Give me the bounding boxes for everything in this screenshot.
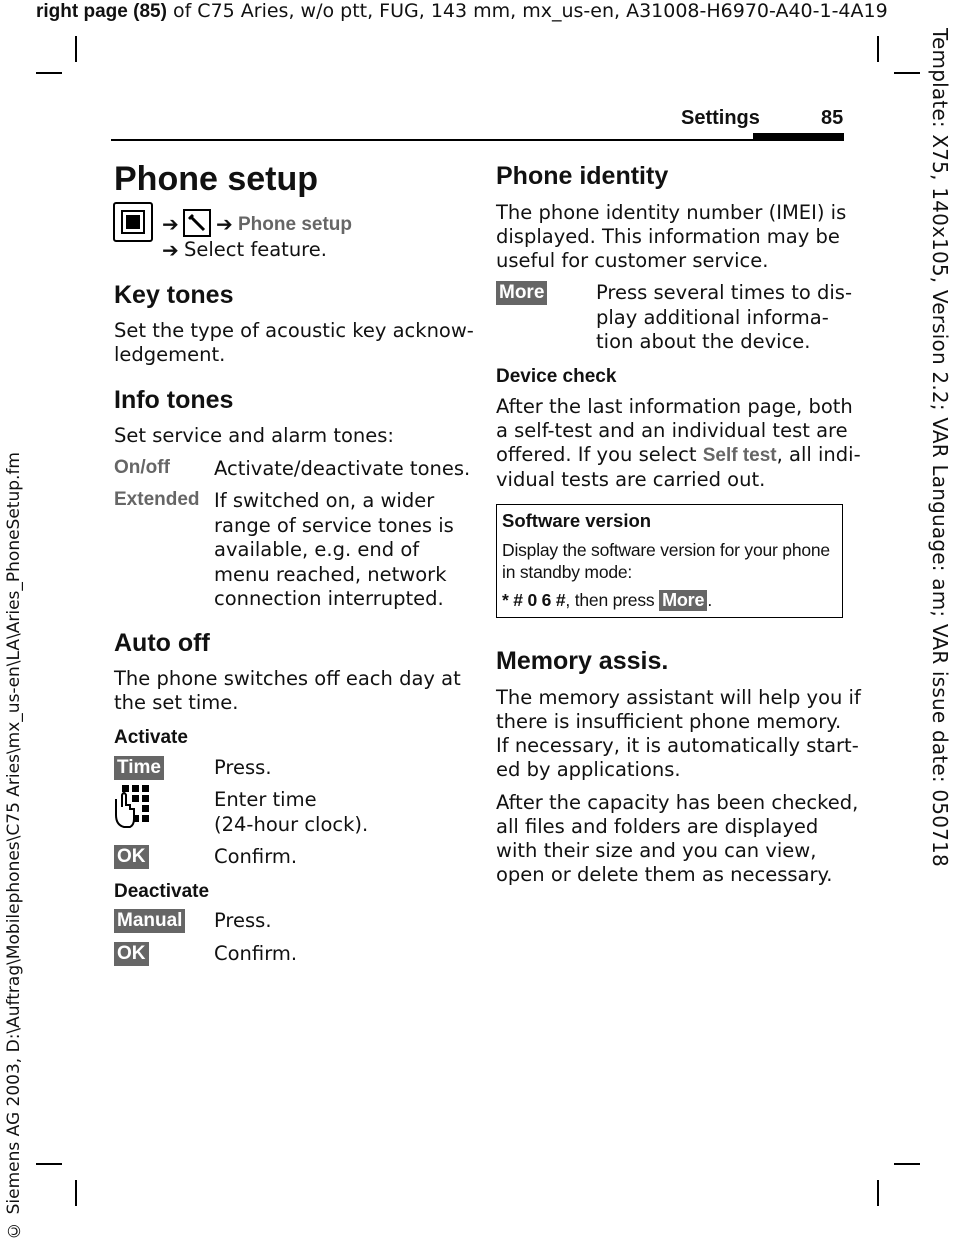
confirm-text: Confirm. (214, 845, 298, 868)
ok-key-label: OK (114, 845, 149, 869)
extended-definition (214, 489, 454, 612)
device-check-line (496, 443, 861, 468)
file-path-vertical (0, 452, 30, 1240)
time-softkey (114, 756, 164, 780)
more-key-label: More (496, 281, 547, 305)
memory-line: The memory assistant will help you if (496, 686, 861, 709)
arrow-icon: ➔ (162, 212, 179, 236)
template-info-vertical (924, 28, 954, 867)
memory-line: ed by applications. (496, 758, 681, 781)
menu-key-icon (113, 202, 153, 242)
device-check-line: a self-test and an individual test are (496, 419, 848, 442)
info-tones-intro: Set service and alarm tones: (114, 424, 394, 447)
arrow-icon: ➔ (216, 212, 233, 236)
deactivate-subheading: Deactivate (114, 881, 210, 902)
ok-softkey (114, 845, 149, 869)
crop-mark (894, 1163, 920, 1165)
more-line: Press several times to dis- (596, 281, 852, 304)
manual-softkey (114, 909, 185, 933)
crop-mark (36, 72, 62, 74)
header-rule (111, 139, 844, 141)
software-version-box (496, 504, 843, 618)
device-check-line: After the last information page, both (496, 395, 853, 418)
time-press-text: Press. (214, 756, 272, 779)
memory-line: all files and folders are displayed (496, 815, 819, 838)
device-check-text-part: offered. If you select (496, 443, 703, 466)
memory-line: open or delete them as necessary. (496, 863, 833, 886)
auto-off-heading: Auto off (114, 629, 210, 657)
print-info-bold: right page (85) (36, 1, 167, 22)
page-number: 85 (821, 107, 844, 129)
extended-line: If switched on, a wider (214, 489, 435, 512)
device-check-text-part: , all indi- (776, 443, 861, 466)
template-info-text: Template: X75, 140x105, Version 2.2; VAR Language: am; VAR issue date: 050718 (928, 28, 952, 867)
enter-time-line: (24-hour clock). (214, 812, 369, 836)
arrow-icon: ➔ (162, 238, 179, 262)
on-off-definition: Activate/deactivate tones. (214, 457, 471, 480)
keypad-entry-icon (114, 785, 156, 831)
print-info-text: of C75 Aries, w/o ptt, FUG, 143 mm, mx_us-en, A31008-H6970-A40-1-4A19 (166, 0, 888, 22)
crop-mark (894, 72, 920, 74)
memory-line: there is insufficient phone memory. (496, 710, 842, 733)
more-line: tion about the device. (596, 330, 811, 353)
manual-press-text: Press. (214, 909, 272, 932)
extended-line: menu reached, network (214, 562, 447, 586)
file-path-text: © Siemens AG 2003, D:\Auftrag\Mobilephones\C75 Aries\mx_us-en\LA\Aries_PhoneSetup.fm (4, 452, 24, 1240)
device-check-line: vidual tests are carried out. (496, 468, 766, 491)
key-tones-heading: Key tones (114, 281, 234, 309)
more-line: play additional informa- (596, 305, 829, 329)
memory-assis-para-1 (496, 686, 861, 782)
device-check-text (496, 395, 861, 492)
auto-off-text-2: the set time. (114, 691, 239, 714)
memory-assis-para-2 (496, 791, 858, 887)
extended-term: Extended (114, 489, 200, 510)
memory-line: with their size and you can view, (496, 839, 817, 862)
version-code: * # 0 6 # (502, 590, 566, 610)
crop-mark (877, 36, 879, 62)
software-version-line: in standby mode: (502, 562, 633, 582)
phone-identity-line: useful for customer service. (496, 249, 769, 272)
more-definition (596, 281, 852, 355)
page-title: Phone setup (114, 160, 319, 198)
ok-softkey-2 (114, 942, 149, 966)
memory-line: After the capacity has been checked, (496, 791, 859, 814)
more-key-label: More (659, 590, 707, 611)
time-key-label: Time (114, 756, 164, 780)
key-tones-text-1: Set the type of acoustic key acknow- (114, 319, 474, 342)
activate-subheading: Activate (114, 727, 188, 748)
crop-mark (75, 1180, 77, 1206)
header-tab-bar (753, 133, 844, 141)
extended-line: range of service tones is (214, 513, 454, 537)
manual-key-label: Manual (114, 909, 185, 933)
running-header-section: Settings (681, 107, 760, 129)
nav-select-feature: Select feature. (184, 238, 327, 261)
enter-time-line: Enter time (214, 788, 317, 811)
memory-line: If necessary, it is automatically start- (496, 734, 859, 757)
self-test-term: Self test (702, 445, 777, 466)
memory-assis-heading: Memory assis. (496, 647, 669, 675)
confirm-text-2: Confirm. (214, 942, 298, 965)
extended-line: available, e.g. end of (214, 538, 420, 561)
phone-identity-line: The phone identity number (IMEI) is (496, 201, 847, 224)
phone-identity-heading: Phone identity (496, 162, 669, 190)
on-off-term: On/off (114, 457, 170, 478)
extended-line: connection interrupted. (214, 587, 444, 610)
auto-off-text-1: The phone switches off each day at (114, 667, 461, 690)
print-info-line (36, 0, 888, 23)
more-softkey (496, 281, 547, 305)
info-tones-heading: Info tones (114, 386, 234, 414)
key-tones-text-2: ledgement. (114, 343, 226, 366)
crop-mark (75, 36, 77, 62)
phone-identity-line: displayed. This information may be (496, 225, 840, 248)
settings-wrench-icon (183, 209, 211, 237)
period: . (707, 590, 712, 610)
ok-key-label: OK (114, 942, 149, 966)
nav-phone-setup: Phone setup (238, 214, 353, 235)
software-version-line: Display the software version for your phone (502, 540, 830, 560)
software-version-text (502, 539, 830, 583)
software-version-code-line (502, 589, 712, 611)
crop-mark (36, 1163, 62, 1165)
device-check-subheading: Device check (496, 366, 617, 387)
then-press-text: , then press (565, 590, 660, 610)
software-version-title: Software version (502, 510, 652, 531)
crop-mark (877, 1180, 879, 1206)
enter-time-text (214, 788, 368, 837)
phone-identity-text (496, 201, 846, 273)
